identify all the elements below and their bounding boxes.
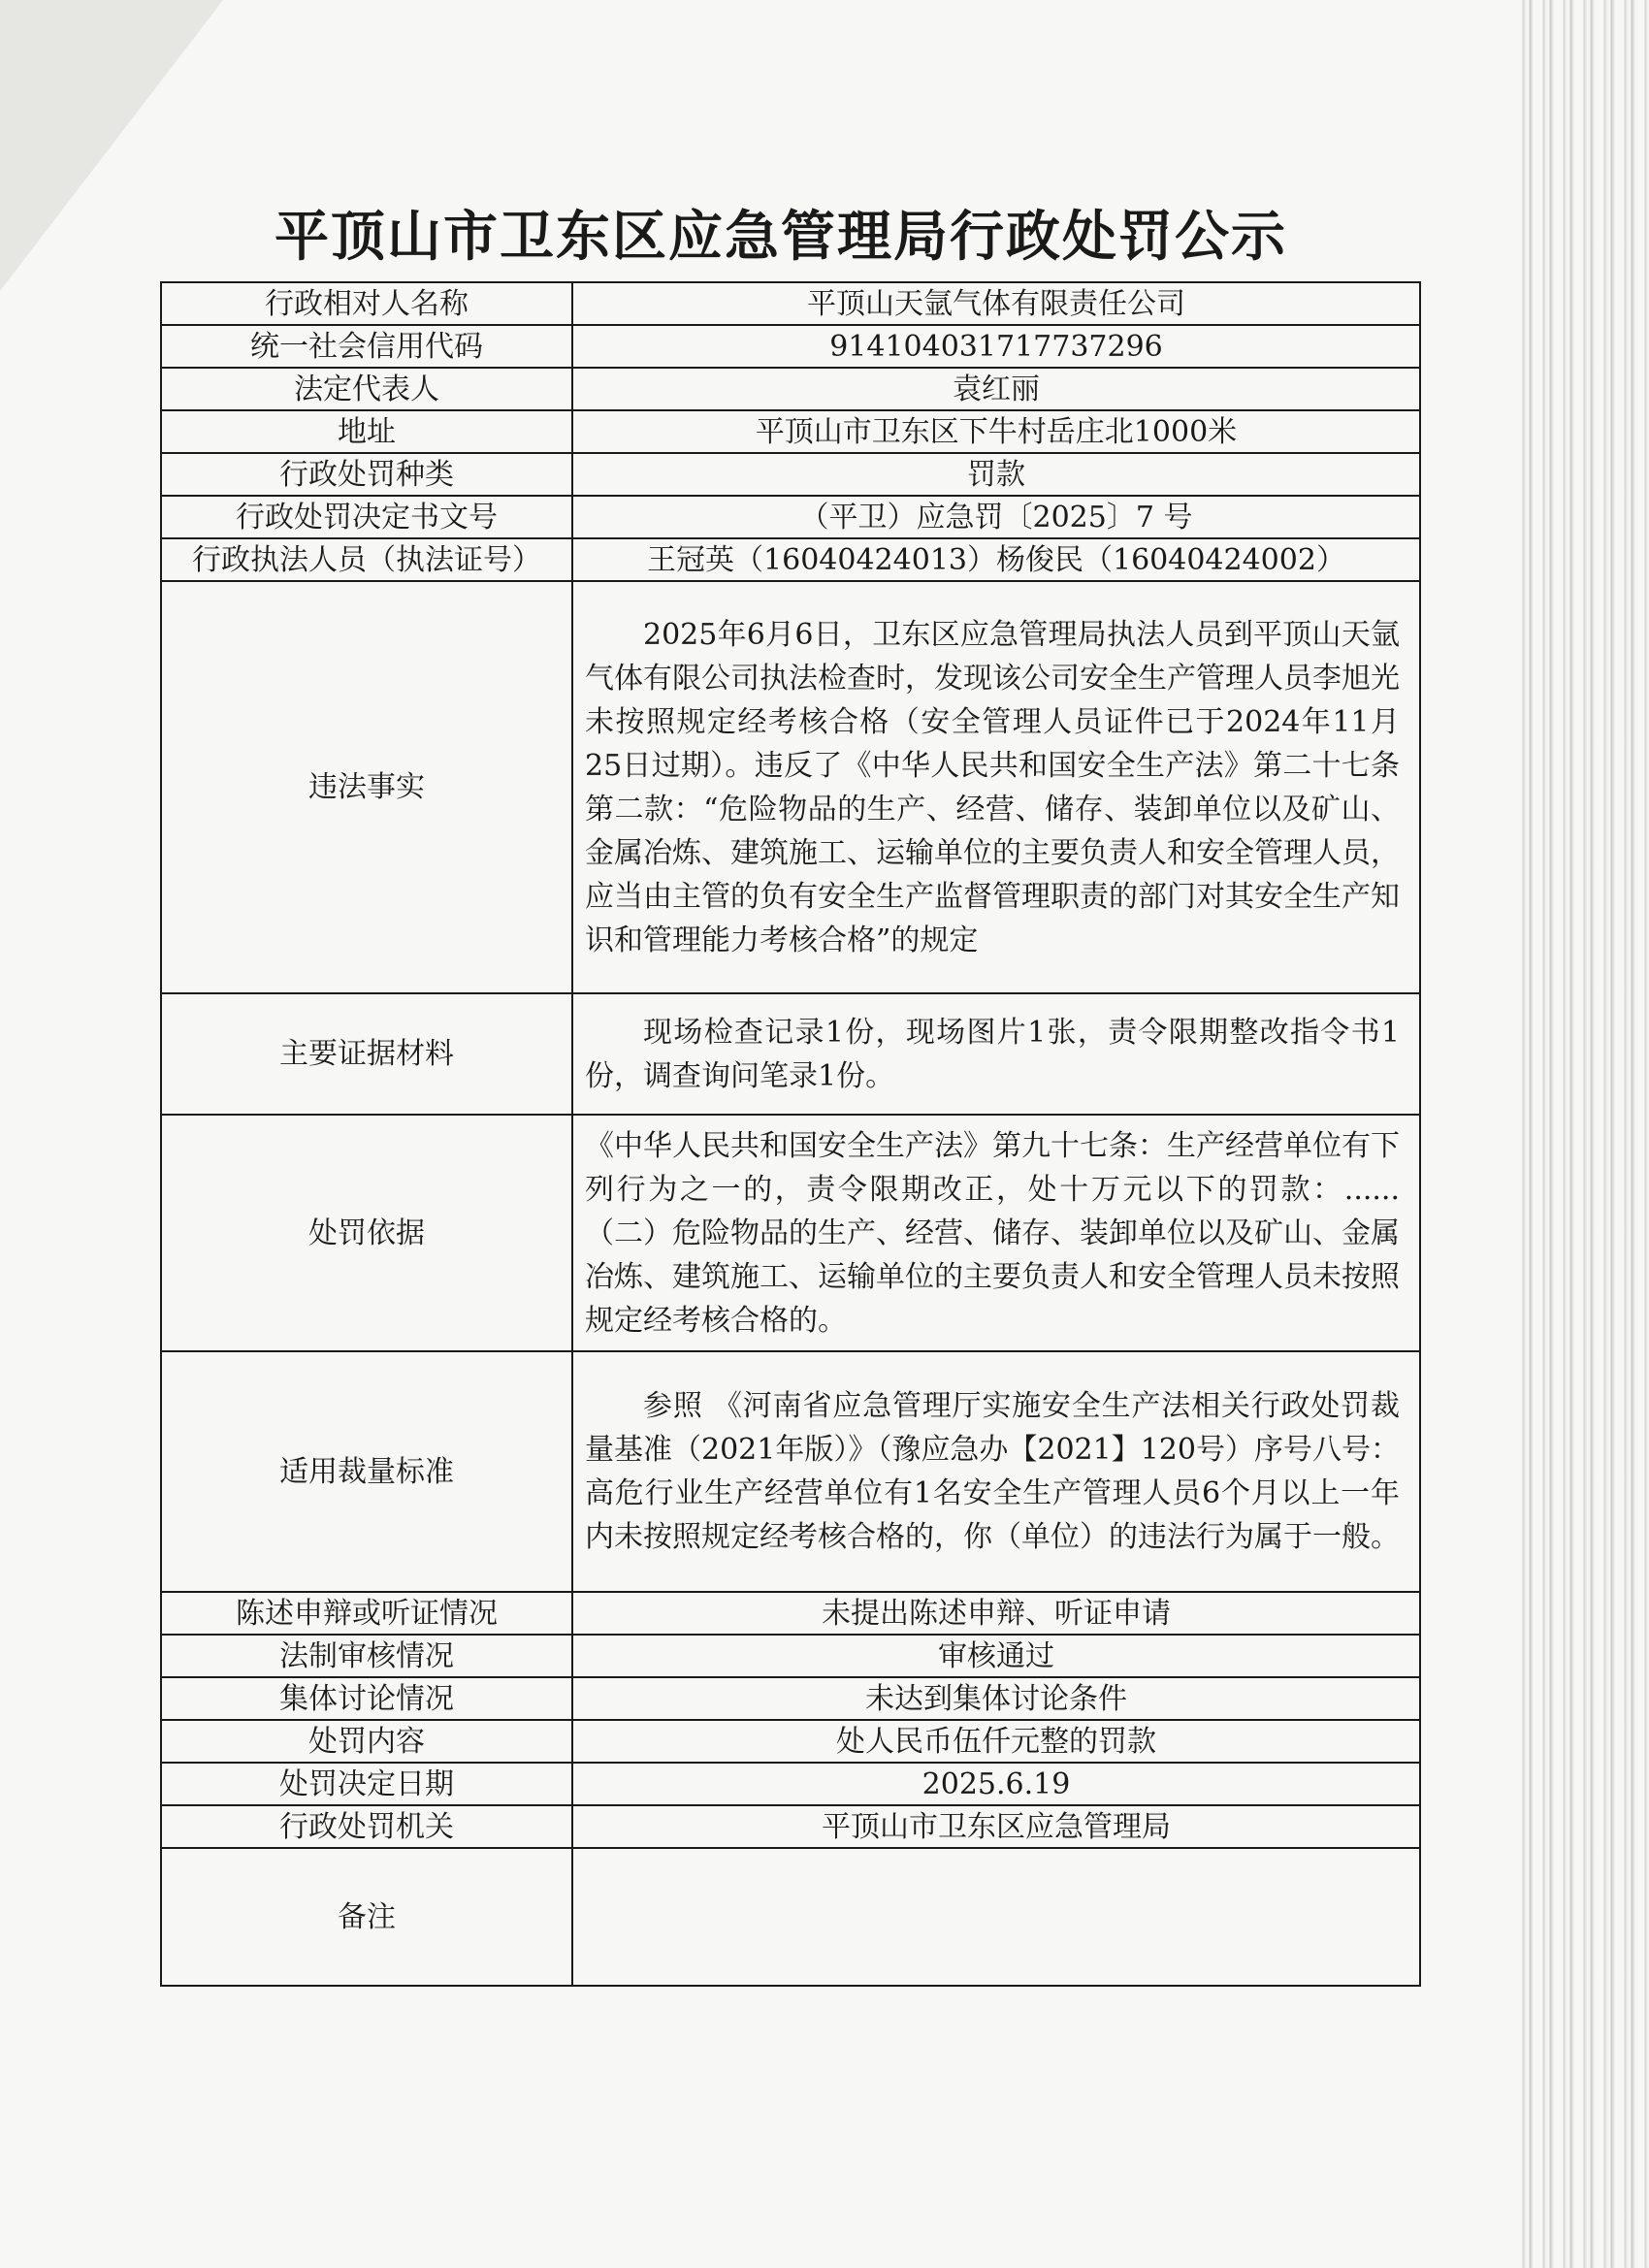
table-row — [161, 368, 1420, 410]
row-label-penalty-basis: 处罚依据 — [161, 1115, 572, 1351]
row-value-penalty-type: 罚款 — [572, 453, 1420, 496]
row-label-decision-date: 处罚决定日期 — [161, 1763, 572, 1805]
table-row — [161, 282, 1420, 325]
table-row — [161, 410, 1420, 453]
penalty-notice-table — [160, 281, 1421, 1987]
row-label-decision-number: 行政处罚决定书文号 — [161, 496, 572, 538]
row-value-decision-date: 2025.6.19 — [572, 1763, 1420, 1805]
row-value-statement-hearing: 未提出陈述申辩、听证申请 — [572, 1592, 1420, 1635]
row-value-penalty-basis: 《中华人民共和国安全生产法》第九十七条：生产经营单位有下列行为之一的，责令限期改正，处十万元以下的罚款：......（二）危险物品的生产、经营、储存、装卸单位以及矿山、金属冶炼、建筑施工、运输单位的主要负责人和安全管理人员未按照规定经考核合格的。 — [572, 1115, 1420, 1351]
row-value-legal-review: 审核通过 — [572, 1635, 1420, 1677]
table-row — [161, 1848, 1420, 1986]
discretion-standard-text: 参照 《河南省应急管理厅实施安全生产法相关行政处罚裁量基准（2021年版）》（豫应急办【2021】120号）序号八号：高危行业生产经营单位有1名安全生产管理人员6个月以上一年内未按照规定经考核合格的，你（单位）的违法行为属于一般。 — [585, 1389, 1400, 1554]
table-row — [161, 1592, 1420, 1635]
row-label-remarks: 备注 — [161, 1848, 572, 1986]
table-row — [161, 1720, 1420, 1763]
row-label-authority: 行政处罚机关 — [161, 1805, 572, 1848]
row-value-credit-code: 914104031717737296 — [572, 325, 1420, 368]
row-label-discretion-standard: 适用裁量标准 — [161, 1351, 572, 1592]
row-label-evidence: 主要证据材料 — [161, 993, 572, 1115]
row-value-group-discussion: 未达到集体讨论条件 — [572, 1677, 1420, 1720]
row-label-address: 地址 — [161, 410, 572, 453]
row-label-penalty-type: 行政处罚种类 — [161, 453, 572, 496]
row-value-violation-facts — [572, 581, 1420, 993]
table-row — [161, 1805, 1420, 1848]
table-row — [161, 1635, 1420, 1677]
table-row — [161, 1677, 1420, 1720]
table-row — [161, 496, 1420, 538]
row-label-statement-hearing: 陈述申辩或听证情况 — [161, 1592, 572, 1635]
row-label-officers: 行政执法人员（执法证号） — [161, 538, 572, 581]
table-row — [161, 581, 1420, 993]
row-value-legal-rep: 袁红丽 — [572, 368, 1420, 410]
table-row — [161, 993, 1420, 1115]
violation-facts-text: 2025年6月6日，卫东区应急管理局执法人员到平顶山天氩气体有限公司执法检查时，发现该公司安全生产管理人员李旭光未按照规定经考核合格（安全管理人员证件已于2024年11月25日过期）。违反了《中华人民共和国安全生产法》第二十七条第二款：“危险物品的生产、经营、储存、装卸单位以及矿山、金属冶炼、建筑施工、运输单位的主要负责人和安全管理人员，应当由主管的负有安全生产监督管理职责的部门对其安全生产知识和管理能力考核合格”的规定 — [585, 617, 1400, 957]
scan-edge-shadow — [1513, 0, 1649, 2268]
evidence-text: 现场检查记录1份，现场图片1张，责令限期整改指令书1份，调查询问笔录1份。 — [585, 1015, 1400, 1093]
row-label-legal-review: 法制审核情况 — [161, 1635, 572, 1677]
row-value-remarks — [572, 1848, 1420, 1986]
row-label-credit-code: 统一社会信用代码 — [161, 325, 572, 368]
row-value-decision-number: （平卫）应急罚〔2025〕7 号 — [572, 496, 1420, 538]
row-value-party-name: 平顶山天氩气体有限责任公司 — [572, 282, 1420, 325]
table-row — [161, 453, 1420, 496]
row-value-address: 平顶山市卫东区下牛村岳庄北1000米 — [572, 410, 1420, 453]
row-value-penalty-content: 处人民币伍仟元整的罚款 — [572, 1720, 1420, 1763]
table-row — [161, 325, 1420, 368]
row-value-officers: 王冠英（16040424013）杨俊民（16040424002） — [572, 538, 1420, 581]
row-label-penalty-content: 处罚内容 — [161, 1720, 572, 1763]
table-row — [161, 1115, 1420, 1351]
table-row — [161, 1351, 1420, 1592]
row-label-group-discussion: 集体讨论情况 — [161, 1677, 572, 1720]
row-value-evidence — [572, 993, 1420, 1115]
table-row — [161, 1763, 1420, 1805]
table-row — [161, 538, 1420, 581]
page-title: 平顶山市卫东区应急管理局行政处罚公示 — [275, 205, 1287, 269]
row-label-party-name: 行政相对人名称 — [161, 282, 572, 325]
row-label-violation-facts: 违法事实 — [161, 581, 572, 993]
row-value-authority: 平顶山市卫东区应急管理局 — [572, 1805, 1420, 1848]
row-label-legal-rep: 法定代表人 — [161, 368, 572, 410]
row-value-discretion-standard — [572, 1351, 1420, 1592]
